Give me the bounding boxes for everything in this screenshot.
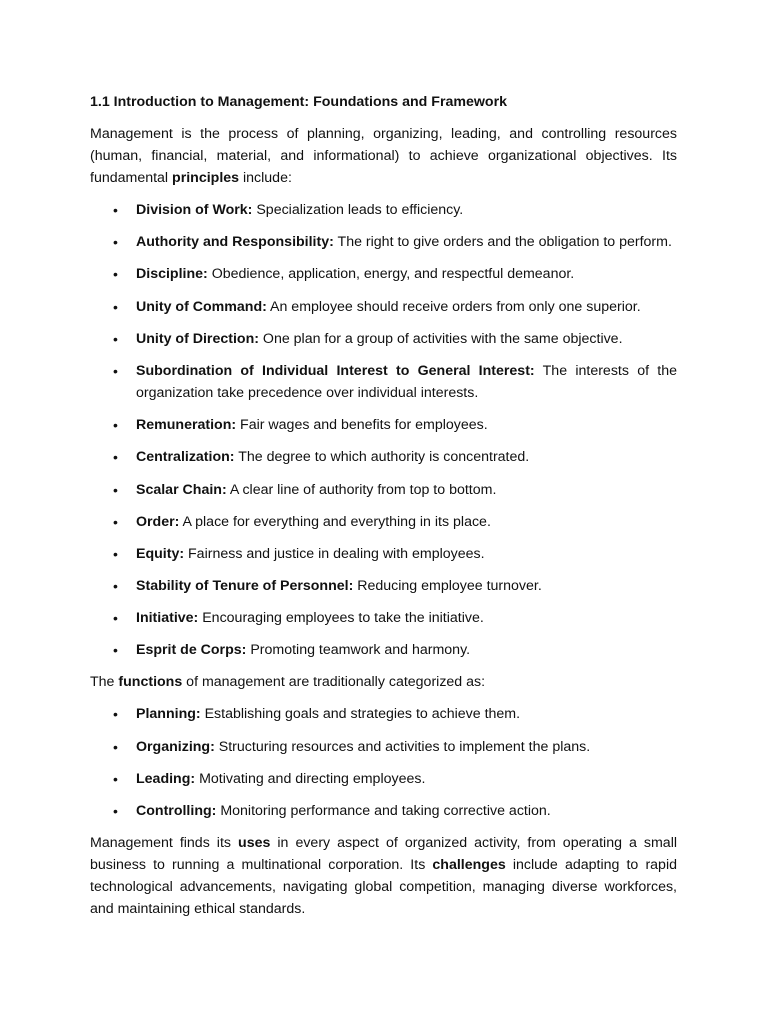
- list-item-principle: [90, 639, 677, 661]
- list-item-principle: [90, 511, 677, 533]
- bullet-icon: •: [113, 706, 118, 723]
- principle-term: Stability of Tenure of Personnel:: [136, 578, 354, 595]
- list-item-principle: [90, 414, 677, 436]
- bullet-icon: •: [113, 770, 118, 787]
- bullet-icon: •: [113, 513, 118, 530]
- function-term: Leading:: [136, 770, 196, 787]
- functions-text-before: The: [90, 674, 119, 691]
- list-item-principle: [90, 543, 677, 565]
- list-item-principle: [90, 199, 677, 221]
- bullet-icon: •: [113, 481, 118, 498]
- bullet-icon: •: [113, 266, 118, 283]
- bullet-icon: •: [113, 738, 118, 755]
- list-item-principle: [90, 231, 677, 253]
- document-page: [90, 91, 677, 930]
- list-item-function: [90, 800, 677, 822]
- principle-term: Remuneration:: [136, 417, 237, 434]
- bullet-icon: •: [113, 298, 118, 315]
- principle-term: Subordination of Individual Interest to General Interest:: [136, 362, 535, 379]
- bullet-icon: •: [113, 545, 118, 562]
- bullet-icon: •: [113, 803, 118, 819]
- principle-desc: The interests of the organization take precedence over individual interests.: [136, 362, 677, 401]
- intro-text-after: include:: [239, 170, 292, 186]
- principle-desc: The right to give orders and the obligation to perform.: [333, 234, 672, 251]
- intro-paragraph: [90, 123, 677, 189]
- principle-desc: A place for everything and everything in its place.: [179, 513, 491, 530]
- bullet-icon: •: [113, 449, 118, 466]
- function-desc: Motivating and directing employees.: [195, 770, 426, 787]
- list-item-function: [90, 703, 677, 725]
- principle-term: Scalar Chain:: [136, 481, 227, 498]
- section-heading: 1.1 Introduction to Management: Foundations and Framework: [90, 94, 507, 110]
- list-item-principle: [90, 360, 677, 404]
- bullet-icon: •: [113, 578, 118, 595]
- functions-bold: functions: [118, 674, 183, 691]
- list-item-principle: [90, 575, 677, 597]
- function-term: Controlling:: [136, 803, 217, 819]
- closing-bold-uses: uses: [238, 835, 271, 851]
- function-desc: Monitoring performance and taking corrective action.: [216, 803, 551, 819]
- intro-bold-principles: principles: [172, 170, 240, 186]
- principles-list: [90, 199, 677, 661]
- closing-text-1: Management finds its: [90, 835, 239, 851]
- principle-term: Centralization:: [136, 449, 235, 466]
- principle-term: Initiative:: [136, 610, 199, 627]
- list-item-principle: [90, 296, 677, 318]
- bullet-icon: •: [113, 202, 118, 218]
- principle-desc: One plan for a group of activities with the same objective.: [258, 330, 623, 347]
- bullet-icon: •: [113, 417, 118, 434]
- functions-text-after: of management are traditionally categorized as:: [182, 674, 486, 691]
- principle-term: Unity of Command:: [136, 298, 267, 315]
- principle-term: Authority and Responsibility:: [136, 234, 334, 251]
- function-desc: Structuring resources and activities to implement the plans.: [214, 738, 591, 755]
- intro-text-before: Management is the process of planning, organizing, leading, and controlling resources (human, financial, material, and informational) to achieve organizational objectives. Its fundamental: [90, 126, 677, 186]
- bullet-icon: •: [113, 330, 118, 347]
- list-item-principle: [90, 446, 677, 468]
- function-term: Organizing:: [136, 738, 215, 755]
- principle-desc: Fair wages and benefits for employees.: [236, 417, 488, 434]
- principle-desc: Obedience, application, energy, and respectful demeanor.: [207, 266, 575, 283]
- list-item-principle: [90, 479, 677, 501]
- principle-desc: Fairness and justice in dealing with employees.: [184, 545, 485, 562]
- list-item-principle: [90, 607, 677, 629]
- list-item-principle: [90, 263, 677, 285]
- list-item-principle: [90, 328, 677, 350]
- bullet-icon: •: [113, 642, 118, 659]
- principle-term: Unity of Direction:: [136, 330, 259, 347]
- functions-intro-paragraph: [90, 671, 677, 693]
- list-item-function: [90, 736, 677, 758]
- list-item-function: [90, 768, 677, 790]
- bullet-icon: •: [113, 234, 118, 251]
- closing-text-2: in every aspect of organized activity, from operating a small business to running a multinational corporation. Its: [90, 835, 677, 873]
- closing-bold-challenges: challenges: [432, 857, 506, 873]
- principle-desc: An employee should receive orders from only one superior.: [266, 298, 641, 315]
- principle-term: Division of Work:: [136, 202, 253, 218]
- closing-text-3: include adapting to rapid technological advancements, navigating global competition, managing diverse workforces, and maintaining ethical standards.: [90, 857, 677, 917]
- principle-term: Equity:: [136, 545, 185, 562]
- bullet-icon: •: [113, 610, 118, 627]
- principle-desc: Encouraging employees to take the initiative.: [198, 610, 484, 627]
- closing-paragraph: [90, 832, 677, 920]
- function-desc: Establishing goals and strategies to achieve them.: [200, 706, 521, 723]
- principle-desc: Specialization leads to efficiency.: [252, 202, 464, 218]
- principle-term: Esprit de Corps:: [136, 642, 247, 659]
- principle-desc: Promoting teamwork and harmony.: [246, 642, 471, 659]
- principle-desc: The degree to which authority is concentrated.: [234, 449, 530, 466]
- bullet-icon: •: [113, 362, 118, 379]
- principle-term: Discipline:: [136, 266, 208, 283]
- principle-desc: Reducing employee turnover.: [353, 578, 542, 595]
- functions-list: [90, 703, 677, 822]
- function-term: Planning:: [136, 706, 201, 723]
- principle-term: Order:: [136, 513, 180, 530]
- principle-desc: A clear line of authority from top to bottom.: [226, 481, 497, 498]
